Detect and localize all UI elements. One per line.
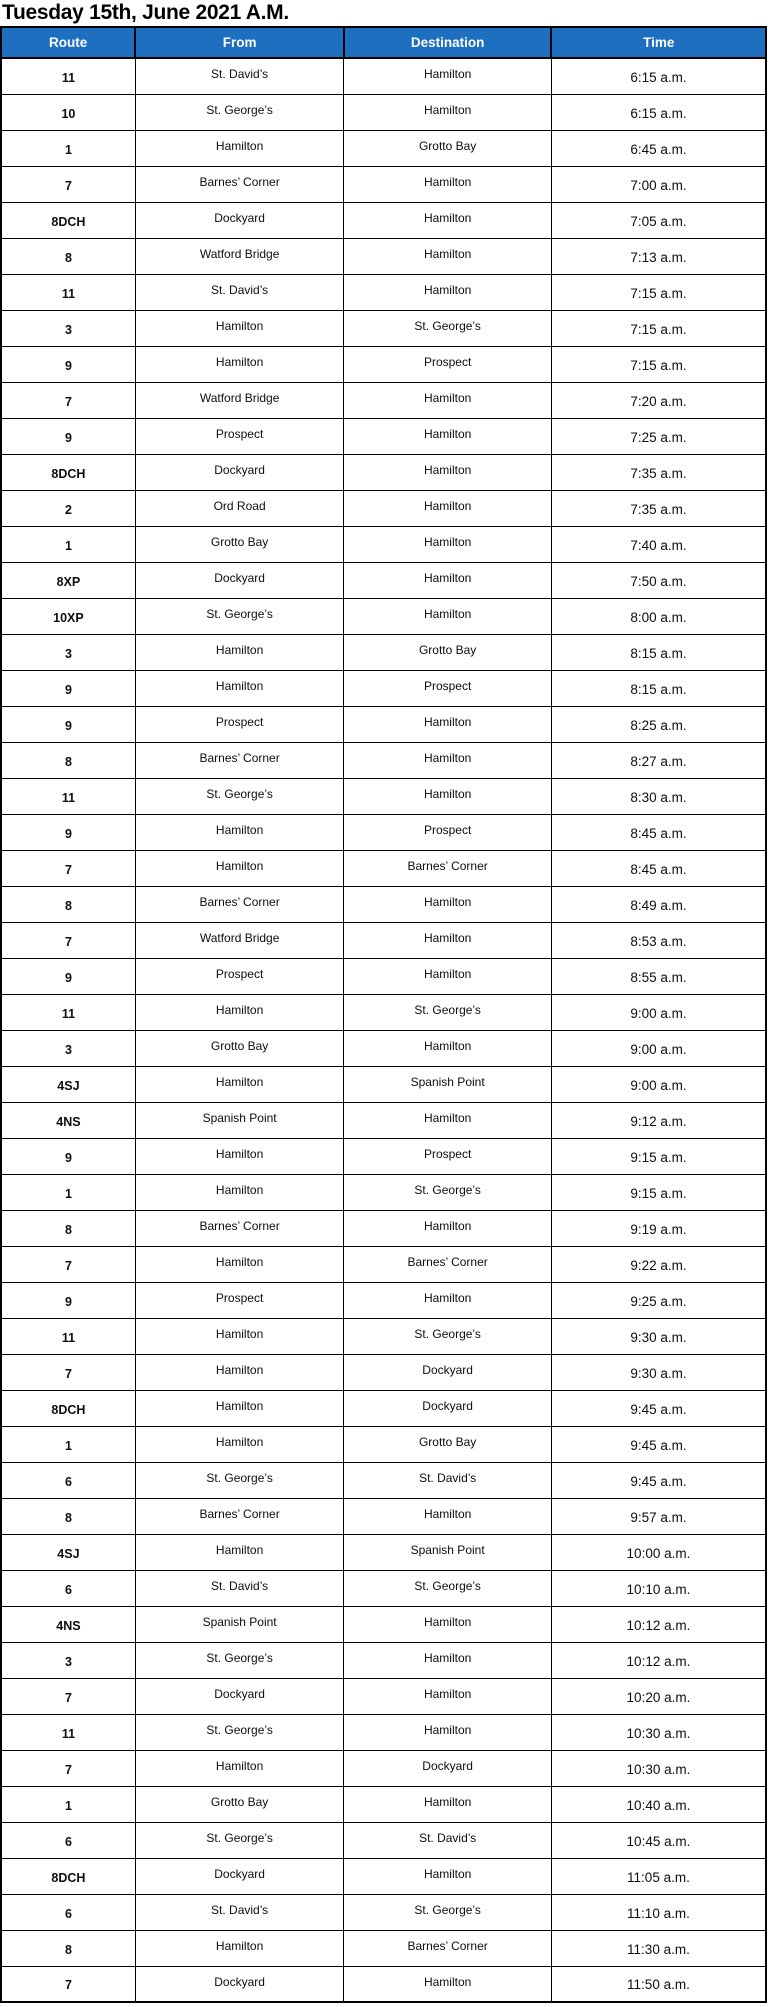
route-cell: 4NS <box>1 1102 135 1138</box>
time-cell: 7:13 a.m. <box>551 238 766 274</box>
destination-cell: Spanish Point <box>344 1066 552 1102</box>
table-row <box>1 1930 766 1966</box>
table-row <box>1 634 766 670</box>
time-cell: 10:30 a.m. <box>551 1750 766 1786</box>
time-cell: 8:27 a.m. <box>551 742 766 778</box>
time-cell: 9:57 a.m. <box>551 1498 766 1534</box>
table-row <box>1 742 766 778</box>
table-row <box>1 1966 766 2002</box>
from-cell: Barnes’ Corner <box>135 1498 344 1534</box>
route-cell: 9 <box>1 1282 135 1318</box>
destination-cell: Hamilton <box>344 454 552 490</box>
from-cell: Barnes’ Corner <box>135 1210 344 1246</box>
destination-cell: Hamilton <box>344 1858 552 1894</box>
destination-cell: Grotto Bay <box>344 130 552 166</box>
from-cell: Hamilton <box>135 1318 344 1354</box>
from-cell: Hamilton <box>135 850 344 886</box>
destination-cell: Dockyard <box>344 1750 552 1786</box>
table-row <box>1 1678 766 1714</box>
time-cell: 8:15 a.m. <box>551 634 766 670</box>
destination-cell: St. George’s <box>344 1318 552 1354</box>
table-row <box>1 418 766 454</box>
route-cell: 8 <box>1 1210 135 1246</box>
schedule-body <box>1 58 766 2002</box>
route-cell: 1 <box>1 526 135 562</box>
time-cell: 7:25 a.m. <box>551 418 766 454</box>
from-cell: Barnes’ Corner <box>135 166 344 202</box>
time-cell: 9:22 a.m. <box>551 1246 766 1282</box>
route-cell: 7 <box>1 1678 135 1714</box>
time-cell: 9:00 a.m. <box>551 1066 766 1102</box>
from-cell: Watford Bridge <box>135 238 344 274</box>
time-cell: 8:45 a.m. <box>551 814 766 850</box>
time-cell: 7:40 a.m. <box>551 526 766 562</box>
destination-cell: Hamilton <box>344 958 552 994</box>
time-cell: 9:45 a.m. <box>551 1462 766 1498</box>
destination-cell: Grotto Bay <box>344 1426 552 1462</box>
route-cell: 6 <box>1 1894 135 1930</box>
time-cell: 10:00 a.m. <box>551 1534 766 1570</box>
time-cell: 8:45 a.m. <box>551 850 766 886</box>
route-cell: 7 <box>1 922 135 958</box>
destination-cell: Barnes’ Corner <box>344 1930 552 1966</box>
destination-cell: Hamilton <box>344 1282 552 1318</box>
route-cell: 11 <box>1 58 135 94</box>
route-cell: 3 <box>1 310 135 346</box>
time-cell: 6:15 a.m. <box>551 58 766 94</box>
from-cell: Hamilton <box>135 130 344 166</box>
table-row <box>1 706 766 742</box>
table-row <box>1 850 766 886</box>
destination-cell: Prospect <box>344 670 552 706</box>
table-row <box>1 166 766 202</box>
destination-cell: St. David’s <box>344 1462 552 1498</box>
table-row <box>1 58 766 94</box>
route-cell: 7 <box>1 1354 135 1390</box>
time-cell: 9:15 a.m. <box>551 1138 766 1174</box>
time-cell: 9:12 a.m. <box>551 1102 766 1138</box>
destination-cell: Dockyard <box>344 1354 552 1390</box>
destination-cell: Barnes’ Corner <box>344 1246 552 1282</box>
time-cell: 7:15 a.m. <box>551 310 766 346</box>
from-cell: Prospect <box>135 418 344 454</box>
destination-cell: Hamilton <box>344 202 552 238</box>
from-cell: Hamilton <box>135 1930 344 1966</box>
route-cell: 9 <box>1 958 135 994</box>
from-cell: St. George’s <box>135 598 344 634</box>
table-row <box>1 1714 766 1750</box>
route-cell: 6 <box>1 1822 135 1858</box>
destination-cell: Hamilton <box>344 418 552 454</box>
from-cell: Grotto Bay <box>135 1030 344 1066</box>
time-cell: 11:05 a.m. <box>551 1858 766 1894</box>
destination-cell: Dockyard <box>344 1390 552 1426</box>
table-row <box>1 94 766 130</box>
destination-cell: Hamilton <box>344 886 552 922</box>
table-row <box>1 778 766 814</box>
from-cell: St. George’s <box>135 1822 344 1858</box>
destination-cell: Hamilton <box>344 598 552 634</box>
table-row <box>1 490 766 526</box>
time-cell: 7:05 a.m. <box>551 202 766 238</box>
from-cell: Grotto Bay <box>135 1786 344 1822</box>
destination-cell: Hamilton <box>344 778 552 814</box>
destination-cell: St. George’s <box>344 994 552 1030</box>
route-cell: 4NS <box>1 1606 135 1642</box>
from-cell: Hamilton <box>135 1750 344 1786</box>
destination-cell: Hamilton <box>344 1678 552 1714</box>
time-cell: 7:00 a.m. <box>551 166 766 202</box>
table-row <box>1 454 766 490</box>
from-cell: Hamilton <box>135 1138 344 1174</box>
route-cell: 2 <box>1 490 135 526</box>
destination-cell: Hamilton <box>344 1102 552 1138</box>
route-cell: 7 <box>1 1246 135 1282</box>
table-row <box>1 1822 766 1858</box>
from-cell: Hamilton <box>135 670 344 706</box>
table-row <box>1 310 766 346</box>
destination-cell: Barnes’ Corner <box>344 850 552 886</box>
from-cell: St. George’s <box>135 1642 344 1678</box>
time-cell: 10:10 a.m. <box>551 1570 766 1606</box>
destination-cell: Hamilton <box>344 490 552 526</box>
table-row <box>1 922 766 958</box>
from-cell: Hamilton <box>135 1354 344 1390</box>
page-title: Tuesday 15th, June 2021 A.M. <box>2 1 289 24</box>
destination-cell: Hamilton <box>344 562 552 598</box>
time-cell: 7:15 a.m. <box>551 274 766 310</box>
time-cell: 8:15 a.m. <box>551 670 766 706</box>
route-cell: 4SJ <box>1 1066 135 1102</box>
route-cell: 8 <box>1 1930 135 1966</box>
route-cell: 9 <box>1 670 135 706</box>
table-row <box>1 130 766 166</box>
table-row <box>1 1786 766 1822</box>
destination-cell: St. George’s <box>344 310 552 346</box>
from-cell: Dockyard <box>135 1678 344 1714</box>
destination-cell: Hamilton <box>344 1210 552 1246</box>
route-cell: 9 <box>1 706 135 742</box>
destination-cell: St. George’s <box>344 1894 552 1930</box>
destination-cell: Hamilton <box>344 94 552 130</box>
route-cell: 4SJ <box>1 1534 135 1570</box>
table-row <box>1 958 766 994</box>
route-cell: 9 <box>1 814 135 850</box>
time-cell: 11:50 a.m. <box>551 1966 766 2002</box>
table-row <box>1 1498 766 1534</box>
table-row <box>1 1066 766 1102</box>
route-cell: 3 <box>1 634 135 670</box>
from-cell: Hamilton <box>135 310 344 346</box>
from-cell: Hamilton <box>135 994 344 1030</box>
time-cell: 9:19 a.m. <box>551 1210 766 1246</box>
table-row <box>1 202 766 238</box>
route-cell: 8 <box>1 1498 135 1534</box>
time-cell: 10:20 a.m. <box>551 1678 766 1714</box>
route-cell: 9 <box>1 346 135 382</box>
from-cell: Spanish Point <box>135 1102 344 1138</box>
destination-cell: Hamilton <box>344 274 552 310</box>
route-cell: 6 <box>1 1570 135 1606</box>
time-cell: 9:25 a.m. <box>551 1282 766 1318</box>
col-header-time: Time <box>551 27 766 58</box>
from-cell: Hamilton <box>135 1174 344 1210</box>
from-cell: St. George’s <box>135 1462 344 1498</box>
table-row <box>1 1606 766 1642</box>
destination-cell: Hamilton <box>344 742 552 778</box>
destination-cell: Prospect <box>344 1138 552 1174</box>
destination-cell: Hamilton <box>344 1642 552 1678</box>
destination-cell: Hamilton <box>344 166 552 202</box>
table-row <box>1 1570 766 1606</box>
time-cell: 9:45 a.m. <box>551 1426 766 1462</box>
destination-cell: Hamilton <box>344 706 552 742</box>
from-cell: Prospect <box>135 958 344 994</box>
from-cell: St. George’s <box>135 1714 344 1750</box>
table-row <box>1 886 766 922</box>
destination-cell: Hamilton <box>344 526 552 562</box>
col-header-route: Route <box>1 27 135 58</box>
route-cell: 11 <box>1 994 135 1030</box>
time-cell: 8:53 a.m. <box>551 922 766 958</box>
destination-cell: Hamilton <box>344 58 552 94</box>
from-cell: Hamilton <box>135 1066 344 1102</box>
from-cell: St. David’s <box>135 1570 344 1606</box>
table-row <box>1 598 766 634</box>
schedule-table <box>0 26 767 2003</box>
route-cell: 8 <box>1 238 135 274</box>
destination-cell: Hamilton <box>344 1606 552 1642</box>
table-row <box>1 1102 766 1138</box>
destination-cell: Hamilton <box>344 1030 552 1066</box>
time-cell: 9:15 a.m. <box>551 1174 766 1210</box>
from-cell: Grotto Bay <box>135 526 344 562</box>
time-cell: 9:00 a.m. <box>551 1030 766 1066</box>
table-row <box>1 1426 766 1462</box>
table-row <box>1 274 766 310</box>
time-cell: 9:30 a.m. <box>551 1354 766 1390</box>
from-cell: Prospect <box>135 1282 344 1318</box>
destination-cell: Prospect <box>344 346 552 382</box>
destination-cell: Grotto Bay <box>344 634 552 670</box>
route-cell: 11 <box>1 778 135 814</box>
time-cell: 10:30 a.m. <box>551 1714 766 1750</box>
from-cell: Watford Bridge <box>135 382 344 418</box>
header-row <box>1 27 766 58</box>
route-cell: 8DCH <box>1 1858 135 1894</box>
from-cell: St. David’s <box>135 58 344 94</box>
destination-cell: St. George’s <box>344 1570 552 1606</box>
from-cell: St. David’s <box>135 274 344 310</box>
table-row <box>1 1210 766 1246</box>
destination-cell: Prospect <box>344 814 552 850</box>
route-cell: 7 <box>1 1966 135 2002</box>
table-row <box>1 1318 766 1354</box>
table-row <box>1 526 766 562</box>
table-row <box>1 238 766 274</box>
table-row <box>1 1642 766 1678</box>
destination-cell: Hamilton <box>344 1714 552 1750</box>
time-cell: 8:30 a.m. <box>551 778 766 814</box>
table-row <box>1 1246 766 1282</box>
time-cell: 7:15 a.m. <box>551 346 766 382</box>
time-cell: 7:50 a.m. <box>551 562 766 598</box>
from-cell: Dockyard <box>135 202 344 238</box>
table-row <box>1 994 766 1030</box>
route-cell: 8 <box>1 886 135 922</box>
from-cell: Hamilton <box>135 814 344 850</box>
route-cell: 1 <box>1 1174 135 1210</box>
route-cell: 7 <box>1 1750 135 1786</box>
from-cell: Dockyard <box>135 454 344 490</box>
from-cell: Barnes’ Corner <box>135 886 344 922</box>
from-cell: St. George’s <box>135 778 344 814</box>
table-row <box>1 1390 766 1426</box>
route-cell: 11 <box>1 1714 135 1750</box>
route-cell: 8DCH <box>1 454 135 490</box>
time-cell: 7:35 a.m. <box>551 490 766 526</box>
route-cell: 10XP <box>1 598 135 634</box>
time-cell: 7:35 a.m. <box>551 454 766 490</box>
col-header-destination: Destination <box>344 27 552 58</box>
table-row <box>1 1138 766 1174</box>
time-cell: 11:30 a.m. <box>551 1930 766 1966</box>
from-cell: Spanish Point <box>135 1606 344 1642</box>
table-row <box>1 1282 766 1318</box>
from-cell: Watford Bridge <box>135 922 344 958</box>
from-cell: St. David’s <box>135 1894 344 1930</box>
time-cell: 8:49 a.m. <box>551 886 766 922</box>
time-cell: 9:45 a.m. <box>551 1390 766 1426</box>
table-row <box>1 1894 766 1930</box>
from-cell: Dockyard <box>135 562 344 598</box>
from-cell: Hamilton <box>135 1426 344 1462</box>
route-cell: 3 <box>1 1030 135 1066</box>
from-cell: Dockyard <box>135 1966 344 2002</box>
table-row <box>1 562 766 598</box>
time-cell: 10:12 a.m. <box>551 1642 766 1678</box>
route-cell: 1 <box>1 1426 135 1462</box>
time-cell: 10:45 a.m. <box>551 1822 766 1858</box>
route-cell: 8DCH <box>1 202 135 238</box>
from-cell: Hamilton <box>135 634 344 670</box>
table-row <box>1 670 766 706</box>
destination-cell: Hamilton <box>344 382 552 418</box>
time-cell: 9:00 a.m. <box>551 994 766 1030</box>
time-cell: 6:45 a.m. <box>551 130 766 166</box>
route-cell: 7 <box>1 382 135 418</box>
table-row <box>1 382 766 418</box>
from-cell: Dockyard <box>135 1858 344 1894</box>
destination-cell: St. David’s <box>344 1822 552 1858</box>
route-cell: 9 <box>1 1138 135 1174</box>
time-cell: 10:12 a.m. <box>551 1606 766 1642</box>
route-cell: 9 <box>1 418 135 454</box>
table-row <box>1 1534 766 1570</box>
from-cell: St. George’s <box>135 94 344 130</box>
time-cell: 9:30 a.m. <box>551 1318 766 1354</box>
table-row <box>1 814 766 850</box>
time-cell: 10:40 a.m. <box>551 1786 766 1822</box>
route-cell: 11 <box>1 1318 135 1354</box>
table-row <box>1 1030 766 1066</box>
route-cell: 1 <box>1 1786 135 1822</box>
destination-cell: Spanish Point <box>344 1534 552 1570</box>
destination-cell: St. George’s <box>344 1174 552 1210</box>
table-row <box>1 1354 766 1390</box>
time-cell: 11:10 a.m. <box>551 1894 766 1930</box>
from-cell: Hamilton <box>135 1246 344 1282</box>
destination-cell: Hamilton <box>344 922 552 958</box>
destination-cell: Hamilton <box>344 1966 552 2002</box>
table-row <box>1 1750 766 1786</box>
route-cell: 1 <box>1 130 135 166</box>
route-cell: 6 <box>1 1462 135 1498</box>
route-cell: 7 <box>1 850 135 886</box>
destination-cell: Hamilton <box>344 1498 552 1534</box>
from-cell: Hamilton <box>135 346 344 382</box>
time-cell: 8:25 a.m. <box>551 706 766 742</box>
route-cell: 10 <box>1 94 135 130</box>
time-cell: 8:00 a.m. <box>551 598 766 634</box>
from-cell: Hamilton <box>135 1390 344 1426</box>
time-cell: 8:55 a.m. <box>551 958 766 994</box>
route-cell: 11 <box>1 274 135 310</box>
from-cell: Hamilton <box>135 1534 344 1570</box>
time-cell: 7:20 a.m. <box>551 382 766 418</box>
table-row <box>1 346 766 382</box>
table-row <box>1 1174 766 1210</box>
from-cell: Ord Road <box>135 490 344 526</box>
table-row <box>1 1462 766 1498</box>
from-cell: Prospect <box>135 706 344 742</box>
table-row <box>1 1858 766 1894</box>
route-cell: 8DCH <box>1 1390 135 1426</box>
route-cell: 8XP <box>1 562 135 598</box>
destination-cell: Hamilton <box>344 1786 552 1822</box>
destination-cell: Hamilton <box>344 238 552 274</box>
route-cell: 3 <box>1 1642 135 1678</box>
route-cell: 7 <box>1 166 135 202</box>
from-cell: Barnes’ Corner <box>135 742 344 778</box>
time-cell: 6:15 a.m. <box>551 94 766 130</box>
route-cell: 8 <box>1 742 135 778</box>
col-header-from: From <box>135 27 344 58</box>
